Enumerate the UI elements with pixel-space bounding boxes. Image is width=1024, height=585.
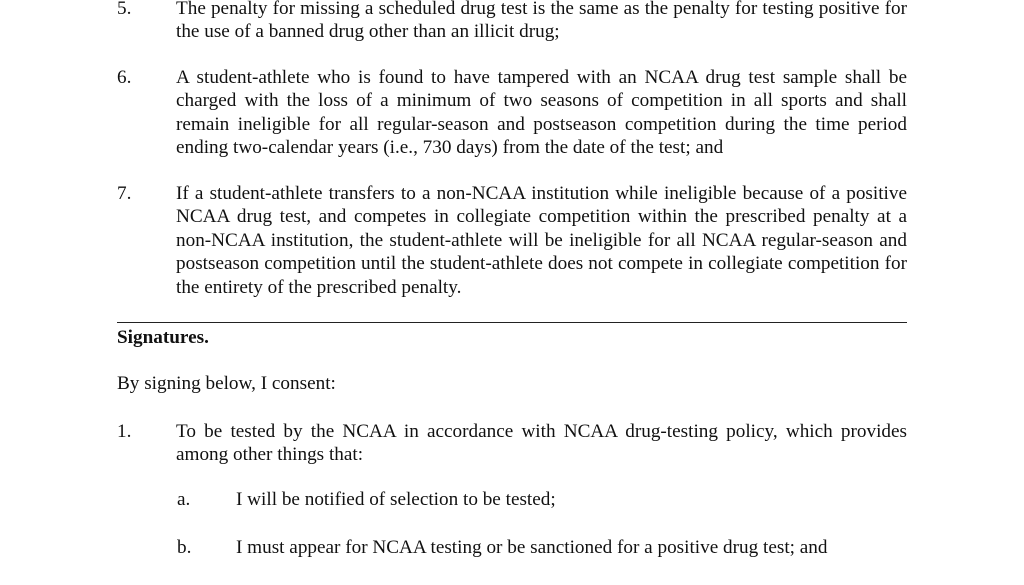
list-item-number: 1. xyxy=(117,421,132,442)
list-item-number: 7. xyxy=(117,183,132,204)
list-item-text: The penalty for missing a scheduled drug test is the same as the penalty for testing positive for the use of a banned drug other than an illicit drug; xyxy=(176,0,907,43)
list-item-7 xyxy=(117,182,907,299)
list-item-text: A student-athlete who is found to have tampered with an NCAA drug test sample shall be charged with the loss of a minimum of two seasons of competition in all sports and shall remain ineligible for all regular-season and postseason competition during the time period ending two-calendar years (i.e., 730 days) from the date of the test; and xyxy=(176,67,907,159)
consent-item-1 xyxy=(117,420,907,467)
sub-item-letter: a. xyxy=(177,489,191,510)
list-item-5 xyxy=(117,0,907,44)
consent-sub-item-a xyxy=(177,488,907,511)
consent-sub-item-b xyxy=(177,536,907,559)
list-item-number: 5. xyxy=(117,0,132,19)
section-divider xyxy=(117,322,907,323)
list-item-number: 6. xyxy=(117,67,132,88)
sub-item-text: I will be notified of selection to be tested; xyxy=(236,489,556,510)
sub-item-letter: b. xyxy=(177,537,192,558)
list-item-text: To be tested by the NCAA in accordance with NCAA drug-testing policy, which provides among other things that: xyxy=(176,421,907,466)
sub-item-text: I must appear for NCAA testing or be sanctioned for a positive drug test; and xyxy=(236,537,828,558)
section-heading: Signatures. xyxy=(117,327,209,348)
list-item-6 xyxy=(117,66,907,160)
list-item-text: If a student-athlete transfers to a non-NCAA institution while ineligible because of a positive NCAA drug test, and competes in collegiate competition within the prescribed penalty at a non-NCAA institution, the student-athlete will be ineligible for all NCAA regular-season and postseason competition until the student-athlete does not compete in collegiate competition for the entirety of the prescribed penalty. xyxy=(176,183,907,298)
consent-intro: By signing below, I consent: xyxy=(117,373,336,394)
